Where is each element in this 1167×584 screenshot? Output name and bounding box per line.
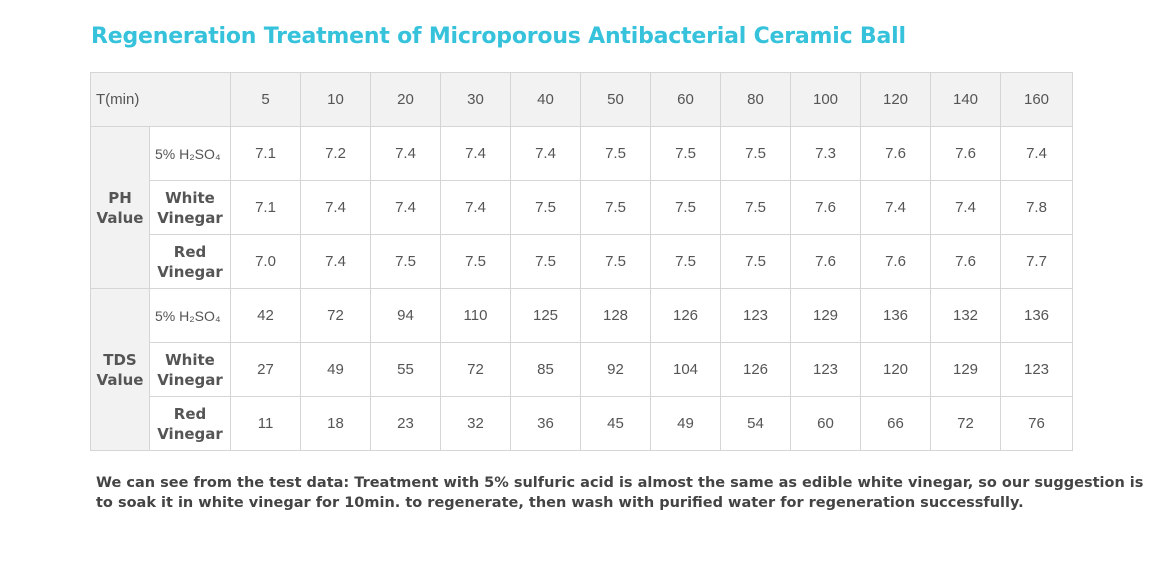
row-label: 5% H₂SO₄ xyxy=(150,289,231,343)
value-cell: 7.5 xyxy=(371,235,441,289)
page-title: Regeneration Treatment of Microporous Antibacterial Ceramic Ball xyxy=(91,24,906,49)
value-cell: 129 xyxy=(791,289,861,343)
header-row xyxy=(91,73,1073,127)
value-cell: 55 xyxy=(371,343,441,397)
value-cell: 42 xyxy=(231,289,301,343)
value-cell: 7.5 xyxy=(581,127,651,181)
time-header-cell: 10 xyxy=(301,73,371,127)
time-header-label: T(min) xyxy=(91,73,231,127)
value-cell: 7.5 xyxy=(511,181,581,235)
value-cell: 7.4 xyxy=(861,181,931,235)
value-cell: 7.4 xyxy=(931,181,1001,235)
value-cell: 125 xyxy=(511,289,581,343)
value-cell: 27 xyxy=(231,343,301,397)
value-cell: 72 xyxy=(441,343,511,397)
value-cell: 7.6 xyxy=(791,235,861,289)
time-header-cell: 80 xyxy=(721,73,791,127)
value-cell: 7.4 xyxy=(1001,127,1073,181)
value-cell: 23 xyxy=(371,397,441,451)
value-cell: 36 xyxy=(511,397,581,451)
value-cell: 7.5 xyxy=(581,181,651,235)
value-cell: 7.7 xyxy=(1001,235,1073,289)
time-header-cell: 60 xyxy=(651,73,721,127)
value-cell: 7.8 xyxy=(1001,181,1073,235)
value-cell: 132 xyxy=(931,289,1001,343)
time-header-cell: 20 xyxy=(371,73,441,127)
regeneration-data-table xyxy=(90,72,1073,451)
value-cell: 128 xyxy=(581,289,651,343)
value-cell: 136 xyxy=(1001,289,1073,343)
table-row xyxy=(91,343,1073,397)
value-cell: 126 xyxy=(721,343,791,397)
value-cell: 123 xyxy=(721,289,791,343)
conclusion-note: We can see from the test data: Treatment with 5% sulfuric acid is almost the same as edible white vinegar, so our suggestion is to soak it in white vinegar for 10min. to regenerate, then wash with purified water for regeneration successfully. xyxy=(96,475,1144,511)
value-cell: 123 xyxy=(791,343,861,397)
value-cell: 110 xyxy=(441,289,511,343)
value-cell: 120 xyxy=(861,343,931,397)
value-cell: 49 xyxy=(301,343,371,397)
value-cell: 11 xyxy=(231,397,301,451)
value-cell: 7.6 xyxy=(861,235,931,289)
value-cell: 7.4 xyxy=(301,181,371,235)
value-cell: 7.5 xyxy=(651,235,721,289)
time-header-cell: 5 xyxy=(231,73,301,127)
value-cell: 7.5 xyxy=(581,235,651,289)
time-header-cell: 140 xyxy=(931,73,1001,127)
row-label: Red Vinegar xyxy=(150,397,231,451)
group-label: PH Value xyxy=(91,127,150,289)
time-header-cell: 100 xyxy=(791,73,861,127)
value-cell: 7.6 xyxy=(931,127,1001,181)
value-cell: 66 xyxy=(861,397,931,451)
value-cell: 76 xyxy=(1001,397,1073,451)
value-cell: 7.5 xyxy=(721,181,791,235)
value-cell: 7.2 xyxy=(301,127,371,181)
table-row xyxy=(91,181,1073,235)
value-cell: 7.4 xyxy=(371,181,441,235)
value-cell: 72 xyxy=(931,397,1001,451)
row-label: White Vinegar xyxy=(150,181,231,235)
value-cell: 7.0 xyxy=(231,235,301,289)
value-cell: 129 xyxy=(931,343,1001,397)
table-row xyxy=(91,127,1073,181)
value-cell: 45 xyxy=(581,397,651,451)
time-header-cell: 50 xyxy=(581,73,651,127)
value-cell: 136 xyxy=(861,289,931,343)
row-label: Red Vinegar xyxy=(150,235,231,289)
value-cell: 7.5 xyxy=(441,235,511,289)
value-cell: 7.6 xyxy=(791,181,861,235)
value-cell: 7.4 xyxy=(441,127,511,181)
value-cell: 7.5 xyxy=(721,127,791,181)
value-cell: 7.5 xyxy=(651,181,721,235)
value-cell: 7.4 xyxy=(511,127,581,181)
value-cell: 7.5 xyxy=(721,235,791,289)
value-cell: 94 xyxy=(371,289,441,343)
value-cell: 85 xyxy=(511,343,581,397)
value-cell: 32 xyxy=(441,397,511,451)
value-cell: 60 xyxy=(791,397,861,451)
time-header-cell: 30 xyxy=(441,73,511,127)
value-cell: 18 xyxy=(301,397,371,451)
time-header-cell: 120 xyxy=(861,73,931,127)
time-header-cell: 160 xyxy=(1001,73,1073,127)
table-row xyxy=(91,235,1073,289)
value-cell: 7.4 xyxy=(441,181,511,235)
value-cell: 7.5 xyxy=(511,235,581,289)
row-label: 5% H₂SO₄ xyxy=(150,127,231,181)
value-cell: 7.1 xyxy=(231,181,301,235)
value-cell: 49 xyxy=(651,397,721,451)
value-cell: 7.3 xyxy=(791,127,861,181)
row-label: White Vinegar xyxy=(150,343,231,397)
value-cell: 54 xyxy=(721,397,791,451)
value-cell: 7.1 xyxy=(231,127,301,181)
table-row xyxy=(91,289,1073,343)
table-row xyxy=(91,397,1073,451)
value-cell: 104 xyxy=(651,343,721,397)
group-label: TDS Value xyxy=(91,289,150,451)
value-cell: 7.4 xyxy=(301,235,371,289)
value-cell: 7.5 xyxy=(651,127,721,181)
value-cell: 7.6 xyxy=(861,127,931,181)
value-cell: 123 xyxy=(1001,343,1073,397)
value-cell: 7.6 xyxy=(931,235,1001,289)
value-cell: 7.4 xyxy=(371,127,441,181)
value-cell: 92 xyxy=(581,343,651,397)
value-cell: 126 xyxy=(651,289,721,343)
time-header-cell: 40 xyxy=(511,73,581,127)
value-cell: 72 xyxy=(301,289,371,343)
